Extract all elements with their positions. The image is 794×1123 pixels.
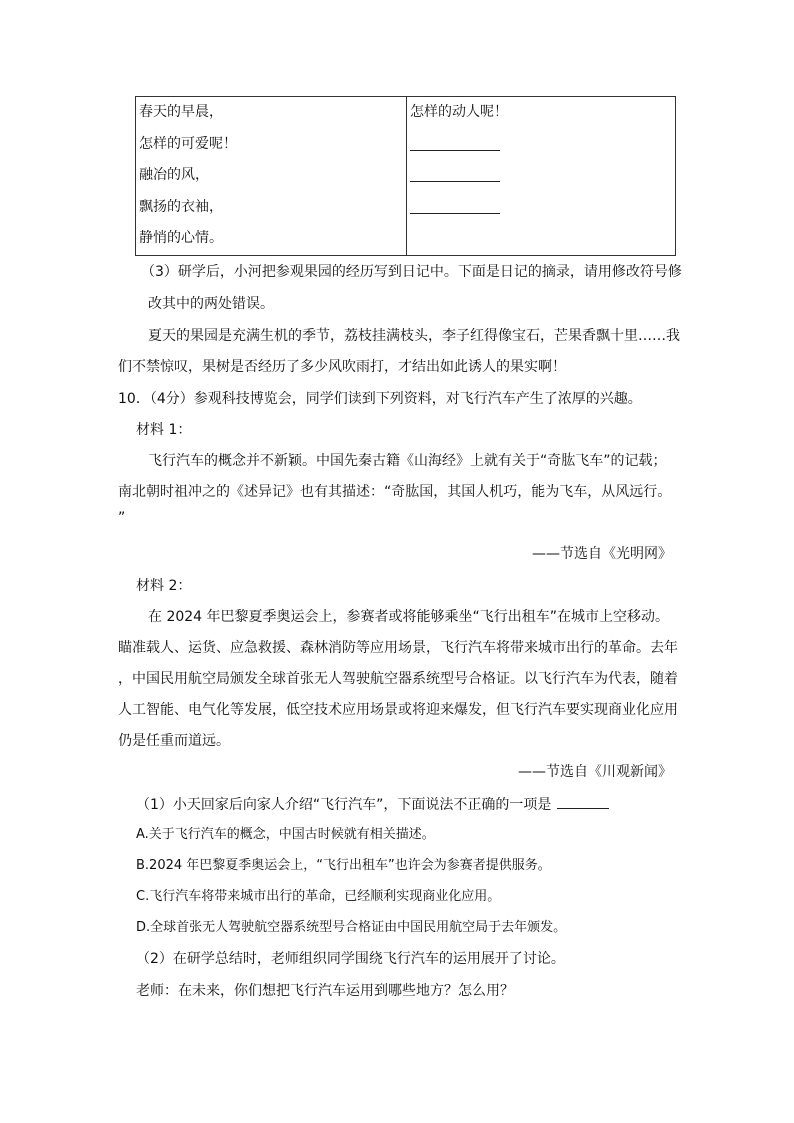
sub-question-1-text: （1）小天回家后向家人介绍“飞行汽车”，下面说法不正确的一项是 — [136, 797, 552, 813]
poem-table — [135, 96, 676, 256]
option-c[interactable]: C.飞行汽车将带来城市出行的革命，已经顺利实现商业化应用。 — [136, 889, 501, 904]
sub-question-1 — [136, 794, 609, 815]
q3-prompt-line2: 改其中的两处错误。 — [148, 296, 274, 312]
material2-source: ——节选自《川观新闻》 — [518, 764, 672, 780]
poem-right-first: 怎样的动人呢！ — [410, 104, 508, 120]
poem-line: 静悄的心情。 — [139, 230, 223, 246]
material1-label: 材料 1： — [136, 422, 192, 438]
sub-question-2: （2）在研学总结时，老师组织同学围绕飞行汽车的运用展开了讨论。 — [136, 951, 565, 967]
material2-line5: 仍是任重而道远。 — [118, 733, 230, 749]
material2-line4: 人工智能、电气化等发展，低空技术应用场景或将迎来爆发，但飞行汽车要实现商业化应用 — [118, 702, 678, 718]
option-d[interactable]: D.全球首张无人驾驶航空器系统型号合格证由中国民用航空局于去年颁发。 — [136, 920, 567, 935]
q10-title: 10．（4分）参观科技博览会，同学们读到下列资料，对飞行汽车产生了浓厚的兴趣。 — [118, 391, 642, 407]
material2-line1: 在 2024 年巴黎夏季奥运会上，参赛者或将能够乘坐“飞行出租车”在城市上空移动。 — [148, 609, 670, 625]
diary-line1: 夏天的果园是充满生机的季节，荔枝挂满枝头，李子红得像宝石，芒果香飘十里……我 — [148, 328, 680, 344]
poem-blank-2[interactable] — [407, 160, 675, 192]
fill-blank[interactable] — [410, 134, 500, 151]
q3-prompt-line1: （3）研学后，小河把参观果园的经历写到日记中。下面是日记的摘录，请用修改符号修 — [141, 264, 682, 280]
poem-line: 怎样的可爱呢！ — [139, 135, 237, 152]
option-b[interactable]: B.2024 年巴黎夏季奥运会上，“飞行出租车”也许会为参赛者提供服务。 — [136, 858, 551, 873]
fill-blank[interactable] — [410, 197, 500, 214]
answer-blank[interactable] — [557, 794, 609, 809]
teacher-line: 老师：在未来，你们想把飞行汽车运用到哪些地方？怎么用？ — [136, 983, 514, 999]
material1-line3: ” — [118, 510, 126, 526]
material2-line2: 瞄准载人、运货、应急救援、森林消防等应用场景，飞行汽车将带来城市出行的革命。去年 — [118, 640, 678, 656]
material1-line2: 南北朝时祖冲之的《述异记》也有其描述：“奇肱国，其国人机巧，能为飞车，从风远行。 — [118, 484, 672, 500]
poem-blank-3[interactable] — [407, 192, 675, 224]
material2-line3: ，中国民用航空局颁发全球首张无人驾驶航空器系统型号合格证。以飞行汽车为代表，随着 — [118, 671, 678, 687]
poem-blank-1[interactable] — [407, 129, 675, 161]
material1-line1: 飞行汽车的概念并不新颖。中国先秦古籍《山海经》上就有关于“奇肱飞车”的记载； — [148, 453, 667, 469]
diary-line2: 们不禁惊叹，果树是否经历了多少风吹雨打，才结出如此诱人的果实啊！ — [118, 359, 566, 375]
poem-line: 融冶的风， — [139, 167, 209, 183]
material2-label: 材料 2： — [136, 578, 192, 594]
poem-line: 飘扬的衣袖， — [139, 198, 223, 215]
poem-line: 春天的早晨， — [139, 104, 223, 120]
option-a[interactable]: A.关于飞行汽车的概念，中国古时候就有相关描述。 — [136, 827, 435, 842]
poem-right-cell — [407, 97, 676, 256]
material1-source: ——节选自《光明网》 — [532, 546, 672, 562]
poem-left-cell — [136, 97, 407, 256]
fill-blank[interactable] — [410, 165, 500, 182]
